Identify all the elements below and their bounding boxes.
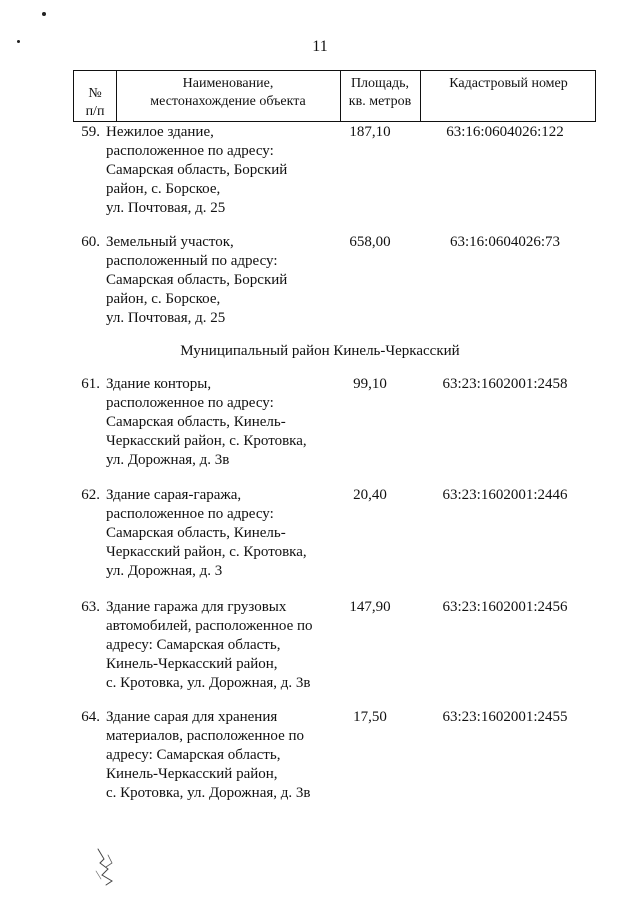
row-number: 62.	[81, 487, 100, 503]
row-name-line: Самарская область, Кинель-	[106, 525, 286, 541]
row-cadastral: 63:16:0604026:73	[449, 234, 560, 250]
row-name-line: ул. Дорожная, д. 3в	[106, 452, 230, 468]
row-area: 187,10	[349, 124, 391, 140]
header-area-cell	[340, 75, 420, 111]
row-number: 61.	[81, 376, 100, 392]
row-name-line: район, с. Борское,	[106, 181, 221, 197]
row-cadastral: 63:16:0604026:122	[446, 124, 564, 140]
row-name	[106, 708, 326, 803]
row-name	[106, 598, 326, 693]
row-name-line: Земельный участок,	[106, 234, 234, 250]
row-area: 20,40	[353, 487, 387, 503]
row-name-line: Самарская область, Борский	[106, 162, 288, 178]
row-name-line: Нежилое здание,	[106, 124, 214, 140]
row-cadastral: 63:23:1602001:2455	[442, 709, 568, 725]
header-area-line1: Площадь,	[350, 76, 410, 91]
row-name-line: Здание сарая-гаража,	[106, 487, 242, 503]
header-name-line1: Наименование,	[182, 76, 274, 91]
header-num-cell	[74, 85, 116, 121]
row-name-line: Самарская область, Кинель-	[106, 414, 286, 430]
header-name-line2: местонахождение объекта	[150, 94, 306, 109]
row-name-line: Здание конторы,	[106, 376, 212, 392]
section-title: Муниципальный район Кинель-Черкасский	[180, 343, 460, 359]
row-name	[106, 123, 326, 218]
row-area: 147,90	[349, 599, 391, 615]
row-name-line: Здание сарая для хранения	[106, 709, 278, 725]
initials-mark	[92, 845, 126, 889]
row-name-line: Черкасский район, с. Кротовка,	[106, 433, 307, 449]
row-name	[106, 233, 326, 328]
row-cadastral: 63:23:1602001:2456	[442, 599, 568, 615]
scan-speck	[42, 12, 46, 16]
row-name	[106, 486, 326, 581]
row-name-line: расположенное по адресу:	[106, 395, 274, 411]
header-name-cell	[116, 75, 340, 111]
row-name	[106, 375, 326, 470]
row-name-line: Кинель-Черкасский район,	[106, 656, 278, 672]
row-name-line: ул. Дорожная, д. 3	[106, 563, 223, 579]
row-name-line: расположенное по адресу:	[106, 506, 274, 522]
row-name-line: с. Кротовка, ул. Дорожная, д. 3в	[106, 785, 311, 801]
header-cadastral-cell	[420, 75, 597, 93]
row-area: 658,00	[349, 234, 391, 250]
row-name-line: район, с. Борское,	[106, 291, 221, 307]
row-name-line: материалов, расположенное по	[106, 728, 305, 744]
row-name-line: Здание гаража для грузовых	[106, 599, 287, 615]
row-name-line: Самарская область, Борский	[106, 272, 288, 288]
header-cadastral: Кадастровый номер	[449, 76, 568, 91]
header-area-line2: кв. метров	[348, 94, 412, 109]
row-name-line: Черкасский район, с. Кротовка,	[106, 544, 307, 560]
row-cadastral: 63:23:1602001:2446	[442, 487, 568, 503]
row-name-line: ул. Почтовая, д. 25	[106, 200, 226, 216]
row-name-line: расположенный по адресу:	[106, 253, 278, 269]
row-cadastral: 63:23:1602001:2458	[442, 376, 568, 392]
header-num-abbr: п/п	[85, 104, 105, 119]
row-area: 17,50	[353, 709, 387, 725]
table-header	[73, 70, 596, 122]
row-name-line: Кинель-Черкасский район,	[106, 766, 278, 782]
row-number: 64.	[81, 709, 100, 725]
row-name-line: расположенное по адресу:	[106, 143, 274, 159]
page-number: 11	[312, 38, 328, 55]
row-name-line: адресу: Самарская область,	[106, 747, 281, 763]
row-name-line: с. Кротовка, ул. Дорожная, д. 3в	[106, 675, 311, 691]
row-number: 63.	[81, 599, 100, 615]
row-number: 60.	[81, 234, 100, 250]
row-number: 59.	[81, 124, 100, 140]
header-num-symbol: №	[88, 86, 102, 101]
row-name-line: адресу: Самарская область,	[106, 637, 281, 653]
row-name-line: автомобилей, расположенное по	[106, 618, 313, 634]
row-name-line: ул. Почтовая, д. 25	[106, 310, 226, 326]
row-area: 99,10	[353, 376, 387, 392]
